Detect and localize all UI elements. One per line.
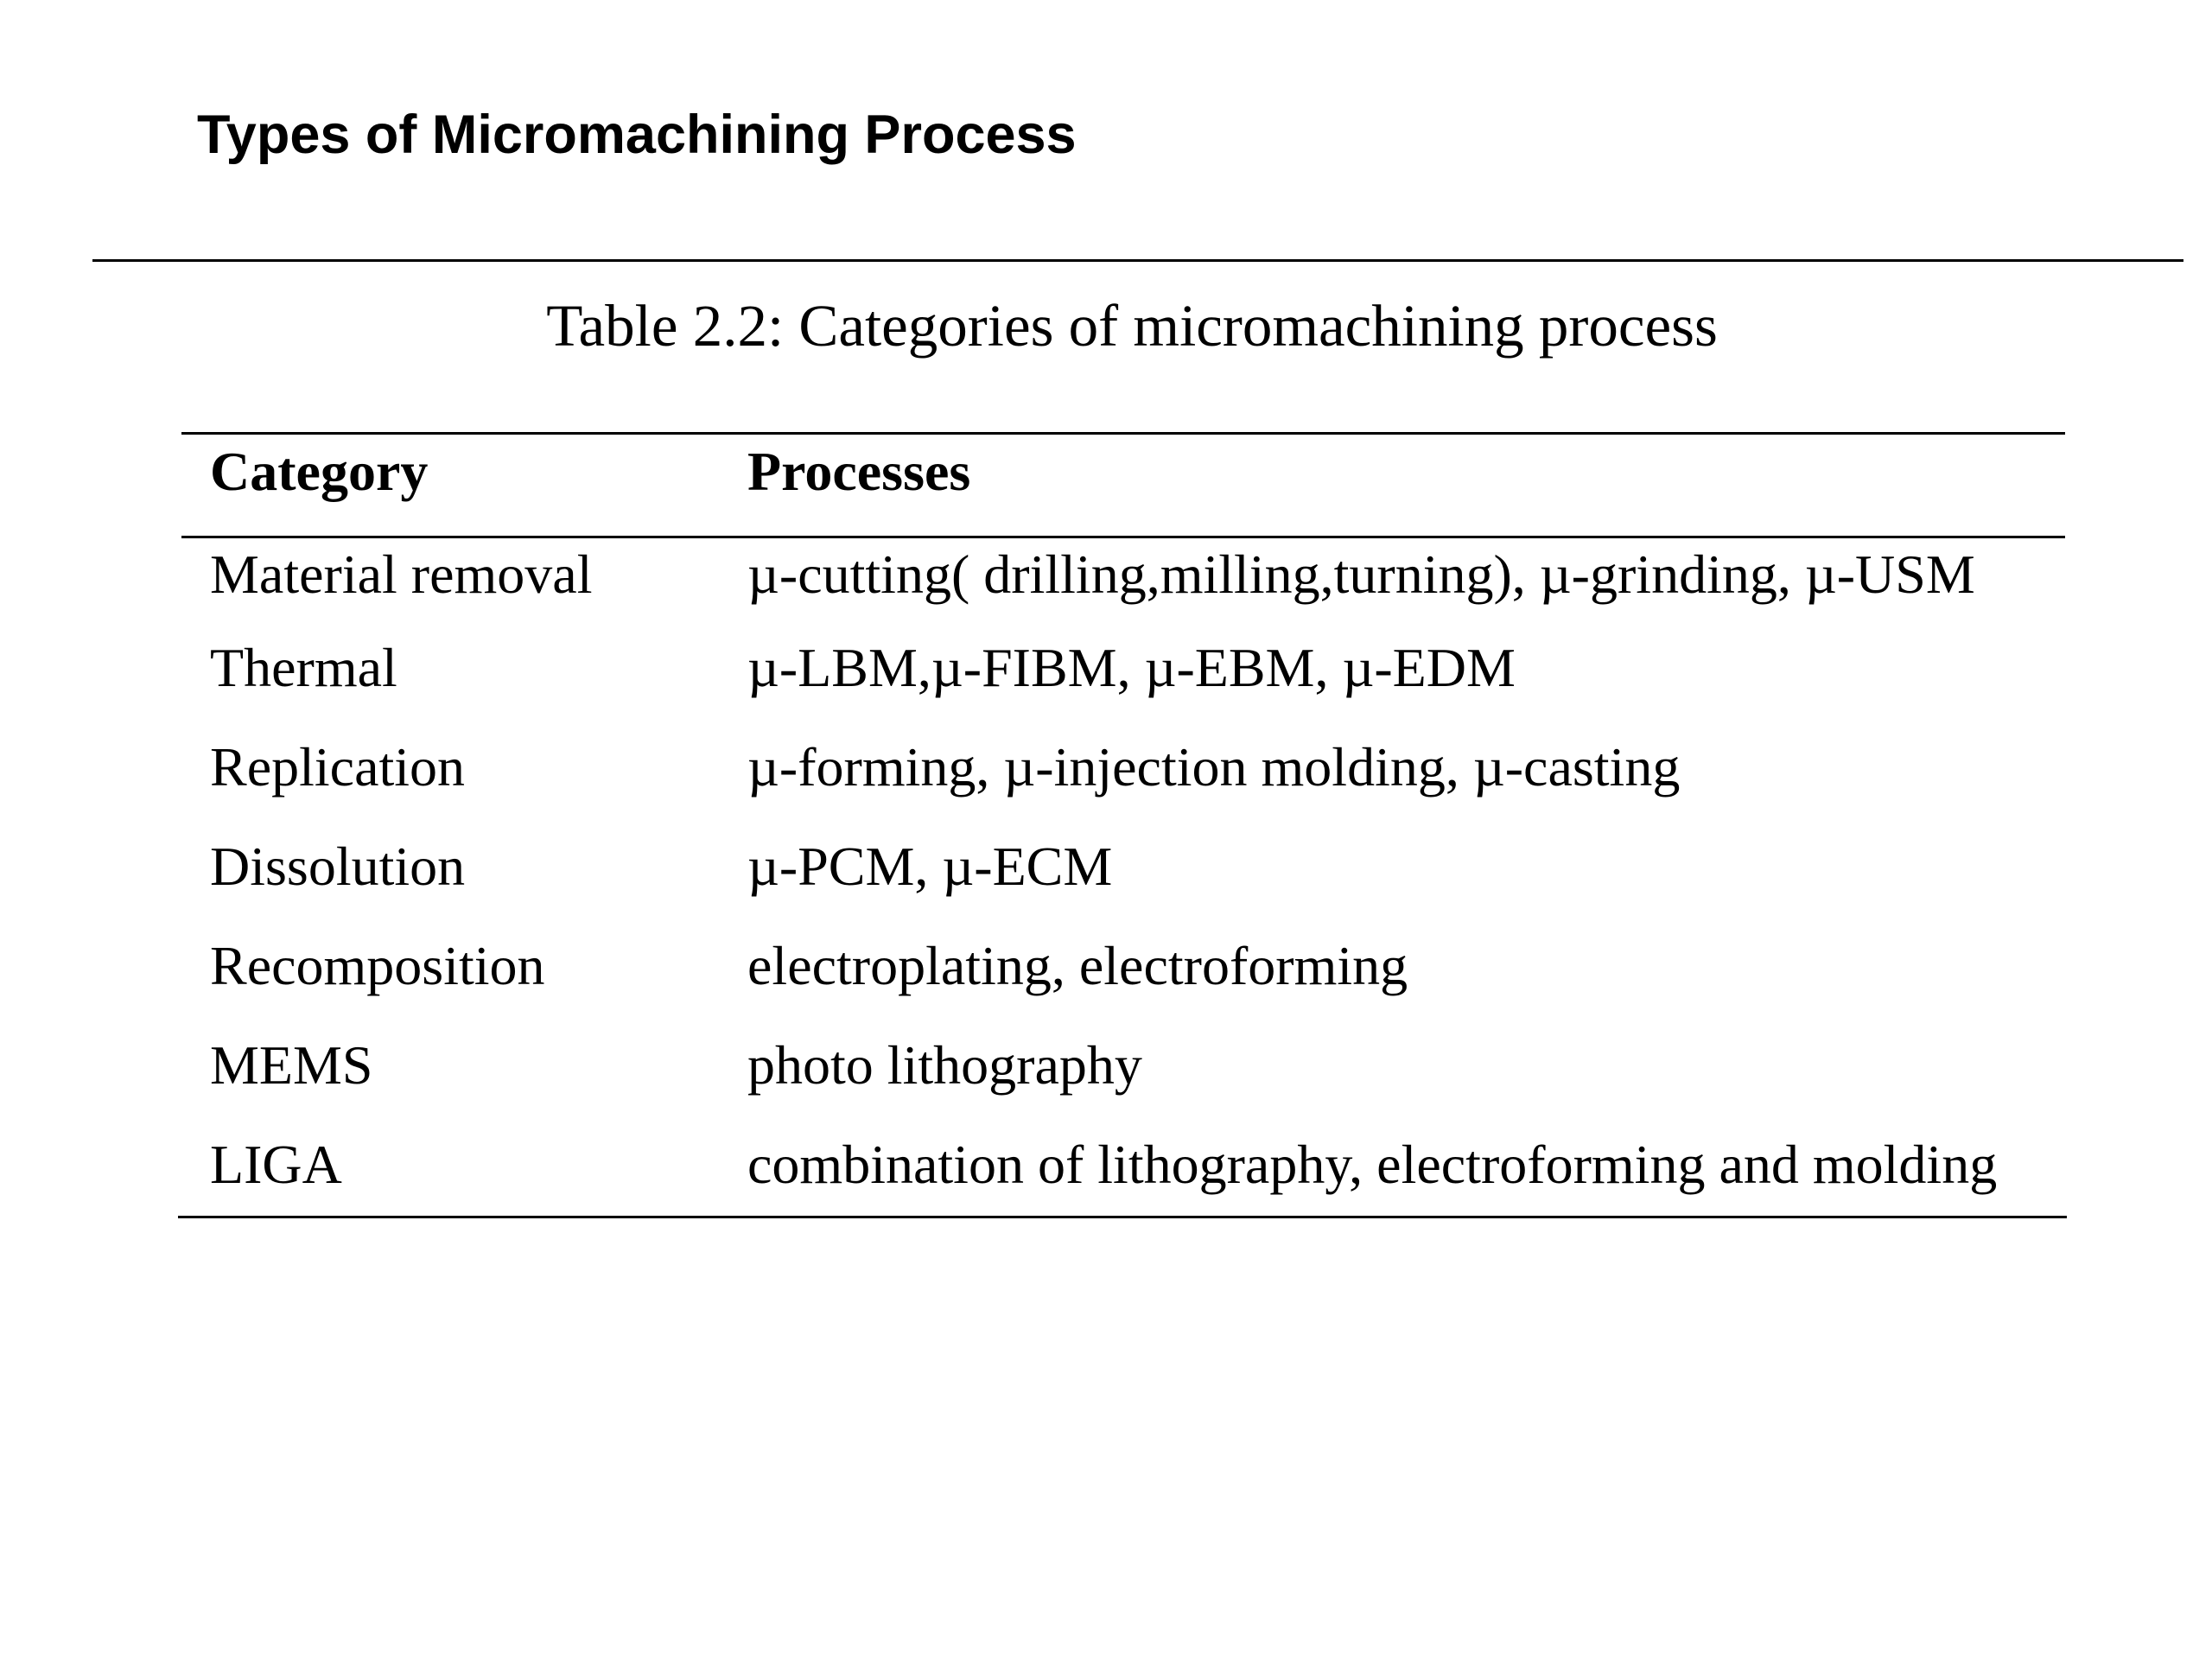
table-row <box>181 717 2065 817</box>
header-processes: Processes <box>747 441 971 502</box>
title-divider <box>92 259 2183 262</box>
table-caption: Table 2.2: Categories of micromachining process <box>546 293 1718 359</box>
table-row <box>181 1015 2065 1115</box>
processes-cell: µ-PCM, µ-ECM <box>747 836 1113 897</box>
slide-title: Types of Micromachining Process <box>197 105 1077 165</box>
table-header-row <box>181 435 2065 536</box>
category-cell: Material removal <box>210 543 593 605</box>
processes-cell: electroplating, electroforming <box>747 935 1408 996</box>
category-cell: Thermal <box>210 637 397 698</box>
table-row <box>181 618 2065 717</box>
table-row <box>181 916 2065 1015</box>
processes-cell: µ-LBM,µ-FIBM, µ-EBM, µ-EDM <box>747 637 1516 698</box>
table-row <box>181 538 2065 618</box>
processes-cell: µ-forming, µ-injection molding, µ-casting <box>747 736 1681 798</box>
table-body <box>181 538 2065 1216</box>
header-category: Category <box>210 441 429 502</box>
table-row <box>181 1115 2065 1214</box>
categories-table <box>181 432 2065 1218</box>
processes-cell: photo lithography <box>747 1034 1142 1096</box>
category-cell: MEMS <box>210 1034 373 1096</box>
table-bottom-rule <box>178 1216 2067 1218</box>
table-row <box>181 817 2065 916</box>
category-cell: Replication <box>210 736 466 798</box>
processes-cell: combination of lithography, electroforming and molding <box>747 1134 1998 1195</box>
category-cell: Recomposition <box>210 935 545 996</box>
category-cell: Dissolution <box>210 836 466 897</box>
processes-cell: µ-cutting( drilling,milling,turning), µ-grinding, µ-USM <box>747 543 1975 605</box>
category-cell: LIGA <box>210 1134 342 1195</box>
